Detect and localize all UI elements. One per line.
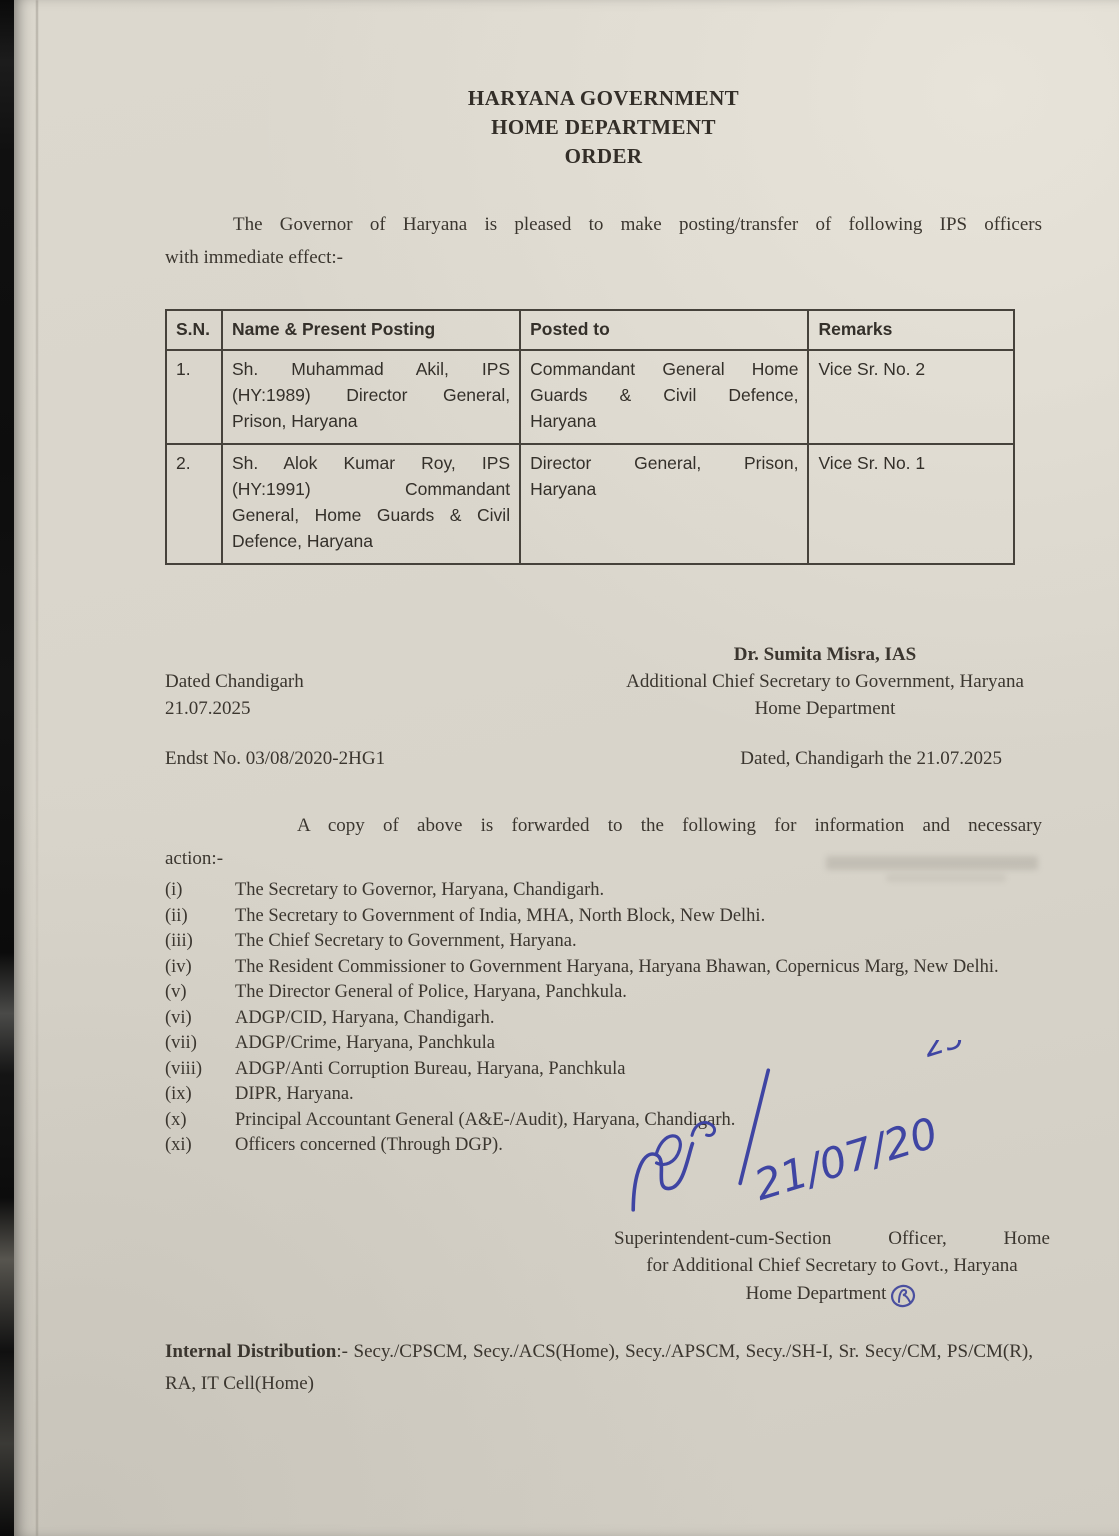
internal-distribution-label: Internal Distribution bbox=[165, 1341, 337, 1362]
table-header-row bbox=[166, 310, 1014, 350]
list-item: (x) Principal Accountant General (A&E-/Audit), Haryana, Chandigarh. bbox=[165, 1109, 736, 1130]
forward-line-2: action:- bbox=[165, 848, 224, 869]
intro-line-1: The Governor of Haryana is pleased to make posting/transfer of following IPS officers bbox=[233, 214, 1042, 235]
transfer-order-table bbox=[165, 309, 1015, 565]
handwritten-date-main: 21/07/20 bbox=[748, 1107, 944, 1210]
row1-name-cell: Sh. Muhammad Akil, IPS (HY:1989) Director General, Prison, Haryana bbox=[222, 350, 520, 444]
signatory-department: Home Department bbox=[754, 698, 896, 719]
list-item: (vi) ADGP/CID, Haryana, Chandigarh. bbox=[165, 1007, 495, 1028]
signature-dated-row bbox=[165, 641, 1042, 722]
dated-date: 21.07.2025 bbox=[165, 698, 251, 719]
handwritten-date-sup: 25 bbox=[918, 1040, 969, 1065]
row2-remarks-cell: Vice Sr. No. 1 bbox=[808, 444, 1014, 564]
ink-bleed-artifact bbox=[886, 874, 1006, 882]
document-page bbox=[14, 0, 1119, 1536]
intro-paragraph bbox=[165, 208, 1042, 274]
footer-signatory-line-1: Superintendent-cum-Section Officer, Home bbox=[614, 1227, 1050, 1249]
list-item: (iv) The Resident Commissioner to Government Haryana, Haryana Bhawan, Copernicus Marg, New Delhi. bbox=[165, 956, 999, 977]
row1-posted-cell: Commandant General Home Guards & Civil Defence, Haryana bbox=[520, 350, 808, 444]
ink-bleed-artifact bbox=[826, 856, 1038, 870]
document-content bbox=[14, 0, 1119, 1400]
table-row bbox=[166, 444, 1014, 564]
forward-line-1: A copy of above is forwarded to the following for information and necessary bbox=[297, 815, 1042, 836]
internal-distribution-text: :- Secy./CPSCM, Secy./ACS(Home), Secy./APSCM, Secy./SH-I, Sr. Secy/CM, PS/CM(R), RA, IT Cell(Home) bbox=[165, 1341, 1033, 1394]
table-row bbox=[166, 350, 1014, 444]
header-name-present-posting: Name & Present Posting bbox=[222, 310, 520, 350]
document-header bbox=[165, 84, 1042, 171]
internal-distribution bbox=[165, 1336, 1033, 1400]
endst-number: Endst No. 03/08/2020-2HG1 bbox=[165, 748, 386, 769]
dated-place: Dated Chandigarh bbox=[165, 671, 304, 692]
row2-posted-cell: Director General, Prison, Haryana bbox=[520, 444, 808, 564]
header-government: HARYANA GOVERNMENT bbox=[467, 86, 740, 110]
list-item: (i) The Secretary to Governor, Haryana, Chandigarh. bbox=[165, 880, 605, 900]
signatory-title: Additional Chief Secretary to Government, Haryana bbox=[626, 671, 1024, 692]
list-item: (xi) Officers concerned (Through DGP). bbox=[165, 1135, 503, 1155]
endst-row bbox=[165, 745, 1042, 772]
list-item: (ix) DIPR, Haryana. bbox=[165, 1084, 354, 1104]
list-item: (v) The Director General of Police, Haryana, Panchkula. bbox=[165, 982, 627, 1002]
header-posted-to: Posted to bbox=[520, 310, 808, 350]
list-item: (viii) ADGP/Anti Corruption Bureau, Haryana, Panchkula bbox=[165, 1058, 626, 1079]
initial-circle-mark-icon bbox=[888, 1281, 918, 1320]
signatory-block bbox=[590, 641, 1060, 722]
endst-dated: Dated, Chandigarh the 21.07.2025 bbox=[740, 748, 1002, 769]
list-item: (ii) The Secretary to Government of India, MHA, North Block, New Delhi. bbox=[165, 905, 766, 926]
photo-edge-strip bbox=[0, 0, 15, 1536]
row1-sn: 1. bbox=[166, 350, 222, 444]
header-department: HOME DEPARTMENT bbox=[491, 115, 716, 139]
row1-remarks-cell: Vice Sr. No. 2 bbox=[808, 350, 1014, 444]
intro-line-2: with immediate effect:- bbox=[165, 247, 343, 268]
row2-name-cell: Sh. Alok Kumar Roy, IPS (HY:1991) Commandant General, Home Guards & Civil Defence, Haryana bbox=[222, 444, 520, 564]
header-sn: S.N. bbox=[166, 310, 222, 350]
distribution-list bbox=[165, 878, 1042, 1159]
row2-sn: 2. bbox=[166, 444, 222, 564]
header-order: ORDER bbox=[564, 144, 643, 168]
list-item: (vii) ADGP/Crime, Haryana, Panchkula bbox=[165, 1033, 495, 1053]
signatory-name: Dr. Sumita Misra, IAS bbox=[733, 644, 917, 665]
footer-signatory-block bbox=[614, 1225, 1050, 1320]
header-remarks: Remarks bbox=[808, 310, 1014, 350]
dated-block bbox=[165, 668, 304, 722]
footer-signatory-line-3: Home Department bbox=[614, 1280, 1050, 1320]
footer-signatory-line-2: for Additional Chief Secretary to Govt., Haryana bbox=[646, 1255, 1018, 1276]
list-item: (iii) The Chief Secretary to Government, Haryana. bbox=[165, 931, 577, 951]
